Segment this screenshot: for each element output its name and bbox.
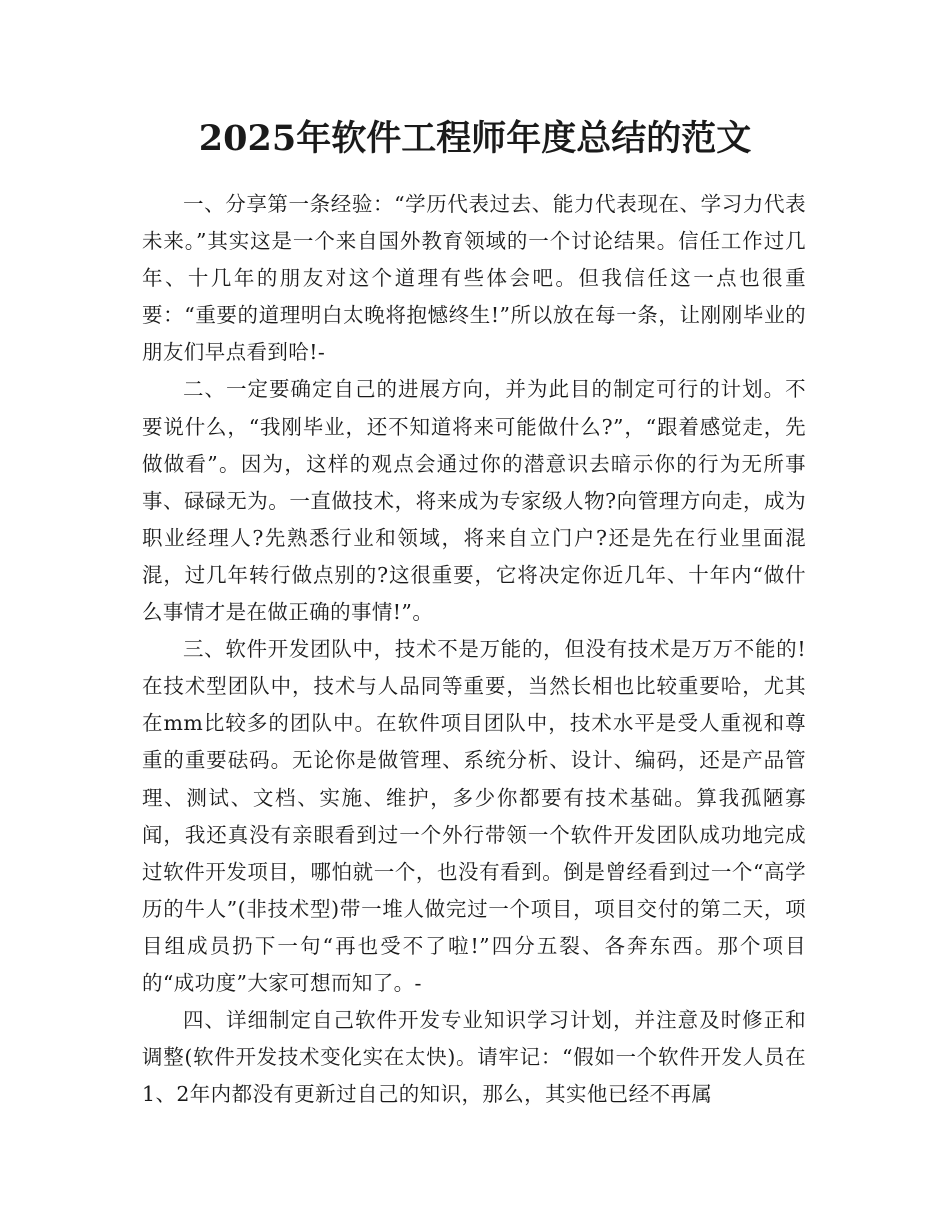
paragraph-1: 一、分享第一条经验：“学历代表过去、能力代表现在、学习力代表未来。”其实这是一个来自国外教育领域的一个讨论结果。信任工作过几年、十几年的朋友对这个道理有些体会吧。但我信任这一点也很重要：“重要的道理明白太晚将抱憾终生!”所以放在每一条，让刚刚毕业的朋友们早点看到哈!- bbox=[142, 192, 806, 365]
paragraph-3: 三、软件开发团队中，技术不是万能的，但没有技术是万万不能的!在技术型团队中，技术与人品同等重要，当然长相也比较重要哈，尤其在mm比较多的团队中。在软件项目团队中，技术水平是受人重视和尊重的重要砝码。无论你是做管理、系统分析、设计、编码，还是产品管理、测试、文档、实施、维护，多少你都要有技术基础。算我孤陋寡闻，我还真没有亲眼看到过一个外行带领一个软件开发团队成功地完成过软件开发项目，哪怕就一个，也没有看到。倒是曾经看到过一个“高学历的牛人”(非技术型)带一堆人做完过一个项目，项目交付的第二天，项目组成员扔下一句“再也受不了啦!”四分五裂、各奔东西。那个项目的“成功度”大家可想而知了。- bbox=[142, 637, 806, 995]
document-title: 2025年软件工程师年度总结的范文 bbox=[198, 118, 752, 159]
paragraph-2: 二、一定要确定自己的进展方向，并为此目的制定可行的计划。不要说什么，“我刚毕业，还不知道将来可能做什么?”，“跟着感觉走，先做做看”。因为，这样的观点会通过你的潜意识去暗示你的行为无所事事、碌碌无为。一直做技术，将来成为专家级人物?向管理方向走，成为职业经理人?先熟悉行业和领域，将来自立门户?还是先在行业里面混混，过几年转行做点别的?这很重要，它将决定你近几年、十年内“做什么事情才是在做正确的事情!”。 bbox=[142, 377, 806, 625]
document-body bbox=[142, 186, 806, 1113]
paragraph-4: 四、详细制定自己软件开发专业知识学习计划，并注意及时修正和调整(软件开发技术变化实在太快)。请牢记：“假如一个软件开发人员在1、2年内都没有更新过自己的知识，那么，其实他已经不再属 bbox=[142, 1008, 806, 1107]
